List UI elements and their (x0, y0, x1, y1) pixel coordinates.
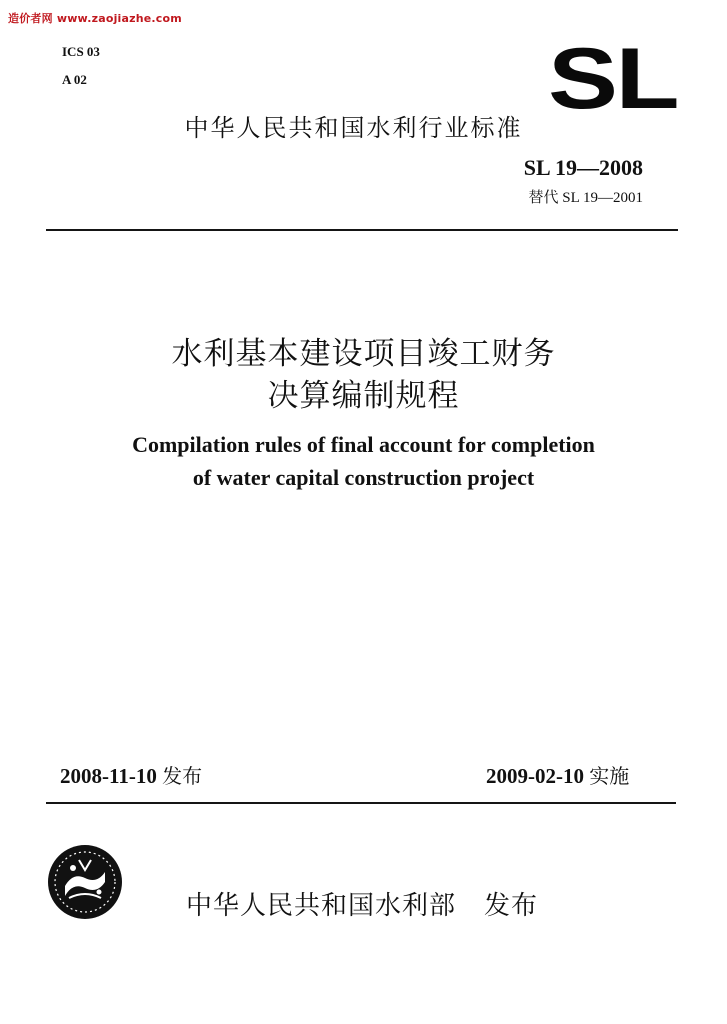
industry-standard-heading: 中华人民共和国水利行业标准 (184, 114, 523, 142)
effective-date-block (486, 760, 629, 789)
publisher (186, 885, 538, 922)
replaces-standard: 替代 SL 19—2001 (528, 190, 643, 206)
watermark-text: 造价者网 www.zaojiazhe.com (8, 12, 182, 25)
ccs-code: A 02 (62, 72, 87, 87)
top-divider (46, 229, 678, 231)
title-en-line-2: of water capital construction project (192, 465, 535, 490)
title-en-line-1: Compilation rules of final account for completion (132, 432, 595, 457)
issue-date-block (60, 760, 202, 789)
title-cn-line-2: 决算编制规程 (267, 378, 460, 414)
title-cn-line-1: 水利基本建设项目竣工财务 (171, 336, 556, 372)
issue-label: 发布 (162, 764, 203, 788)
ics-code: ICS 03 (62, 44, 100, 59)
issue-date: 2008-11-10 (60, 764, 157, 788)
sl-logo: SL (548, 31, 678, 127)
effective-date: 2009-02-10 (486, 764, 584, 788)
publisher-action: 发布 (484, 891, 539, 921)
effective-label: 实施 (589, 764, 630, 788)
publisher-name: 中华人民共和国水利部 (186, 891, 457, 921)
standard-number: SL 19—2008 (523, 155, 643, 180)
bottom-divider (46, 802, 676, 804)
ministry-emblem-icon (45, 842, 125, 922)
